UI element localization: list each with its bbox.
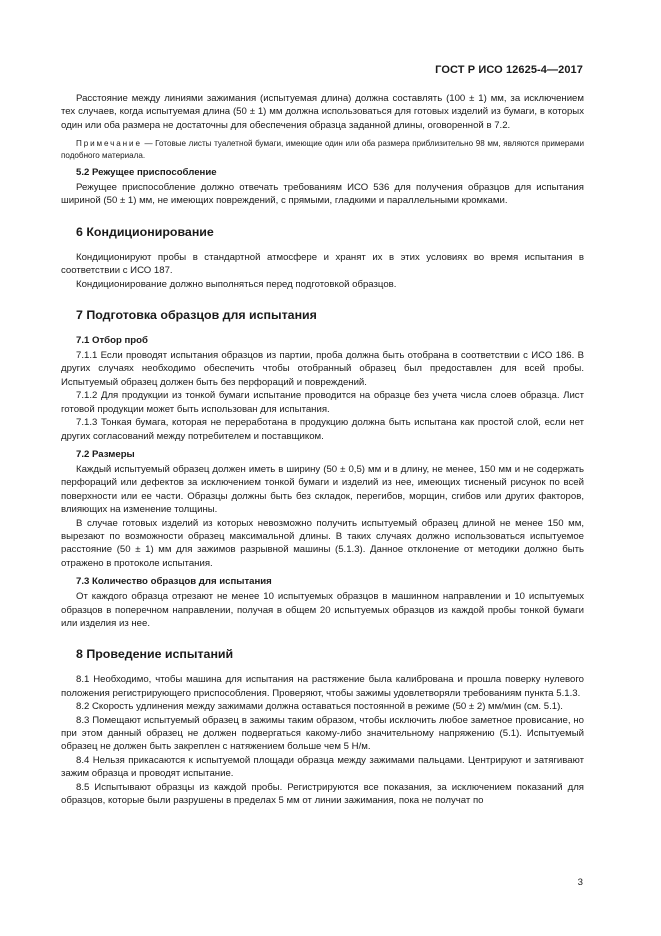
subsection-heading: 7.3 Количество образцов для испытания <box>76 576 272 588</box>
paragraph: 8.2 Скорость удлинения между зажимами должна оставаться постоянной в режиме (50 ± 2) мм/мин (см. 5.1). <box>76 701 563 713</box>
section-heading: 8 Проведение испытаний <box>76 647 234 662</box>
paragraph: 8.5 Испытывают образцы из каждой пробы. Регистрируются все показания, за исключением показаний для образцов, которые были разрушены в пределах 5 мм от линии зажимания, пока не получат по <box>61 781 584 807</box>
section-heading: 6 Кондиционирование <box>76 224 214 239</box>
page-number: 3 <box>577 877 583 888</box>
note-paragraph <box>61 138 584 161</box>
section-heading: 7 Подготовка образцов для испытания <box>76 308 317 323</box>
paragraph: 8.4 Нельзя прикасаются к испытуемой площади образца между зажимами пальцами. Центрируют и затягивают зажим образца и проводят испытание. <box>61 754 584 780</box>
document-header: ГОСТ Р ИСО 12625-4—2017 <box>435 64 583 76</box>
subsection-heading: 5.2 Режущее приспособление <box>76 167 217 179</box>
subsection-heading: 7.2 Размеры <box>76 448 135 460</box>
note-lead: Примечание <box>76 139 142 149</box>
paragraph: 7.1.3 Тонкая бумага, которая не переработана в продукцию должна быть испытана как простой слой, если нет других согласований между потребителем и поставщиком. <box>61 417 584 442</box>
paragraph: От каждого образца отрезают не менее 10 испытуемых образцов в машинном направлении и 10 испытуемых образцов в поперечном направлении, получая в общем 20 испытуемых образцов из каждой пробы тонкой бумаги или изделия из нее. <box>61 591 584 629</box>
paragraph: 7.1.1 Если проводят испытания образцов из партии, проба должна быть отобрана в соответствии с ИСО 186. В других случаях необходимо обеспечить чтобы отобранный образец был предоставлен для всей пробы. Испытуемый образец должен быть без перфораций и повреждений. <box>61 350 584 388</box>
paragraph: Кондиционирование должно выполняться перед подготовкой образцов. <box>76 278 397 290</box>
paragraph: 7.1.2 Для продукции из тонкой бумаги испытание проводится на образце без учета числа слоев образца. Лист готовой продукции может быть использован для испытания. <box>61 390 584 415</box>
document-body <box>61 92 584 807</box>
paragraph: В случае готовых изделий из которых невозможно получить испытуемый образец длиной не менее 150 мм, вырезают по возможности образец максимальной длины. В таких случаях должно использоваться испытуемое расстояние (50 ± 1) мм для зажимов разрывной машины (5.1.3). Данное отклонение от методики должно быть отражено в протоколе испытания. <box>61 517 584 569</box>
paragraph: Расстояние между линиями зажимания (испытуемая длина) должна составлять (100 ± 1) мм, за исключением тех случаев, когда испытуемая длина (50 ± 1) мм должна использоваться для готовых изделий из бумаги, в которых один или оба размера не достаточны для обеспечения образца заданной длины, оговоренной в 7.2. <box>61 93 584 131</box>
paragraph: Каждый испытуемый образец должен иметь в ширину (50 ± 0,5) мм и в длину, не менее, 150 мм и не содержать перфораций или дефектов за исключением тонкой бумаги и изделий из нее, имеющих тисненый рисунок по всей поверхности или ее части. Образцы должны быть без складок, перегибов, морщин, сгибов или других факторов, влияющих на изменение толщины. <box>61 463 584 516</box>
paragraph: 8.3 Помещают испытуемый образец в зажимы таким образом, чтобы исключить любое заметное провисание, но при этом данный образец не должен подвергаться какому-либо значительному напряжению (5.1). Испытуемый образец не должен быть закреплен с натяжением больше чем 5 Н/м. <box>61 714 584 753</box>
paragraph: Режущее приспособление должно отвечать требованиям ИСО 536 для получения образцов для испытания шириной (50 ± 1) мм, не имеющих повреждений, с прямыми, гладкими и параллельными кромками. <box>61 182 584 207</box>
subsection-heading: 7.1 Отбор проб <box>76 335 148 347</box>
paragraph: Кондиционируют пробы в стандартной атмосфере и хранят их в этих условиях во время испытания в соответствии с ИСО 187. <box>61 251 584 277</box>
note-text: — Готовые листы туалетной бумаги, имеющие один или оба размера приблизительно 98 мм, являются примерами подобного материала. <box>61 139 584 160</box>
paragraph: 8.1 Необходимо, чтобы машина для испытания на растяжение была калибрована и прошла поверку нулевого положения регистрирующего приспособления. Проверяют, чтобы зажимы удовлетворяли требованиям пункта 5.1.3. <box>61 674 584 699</box>
